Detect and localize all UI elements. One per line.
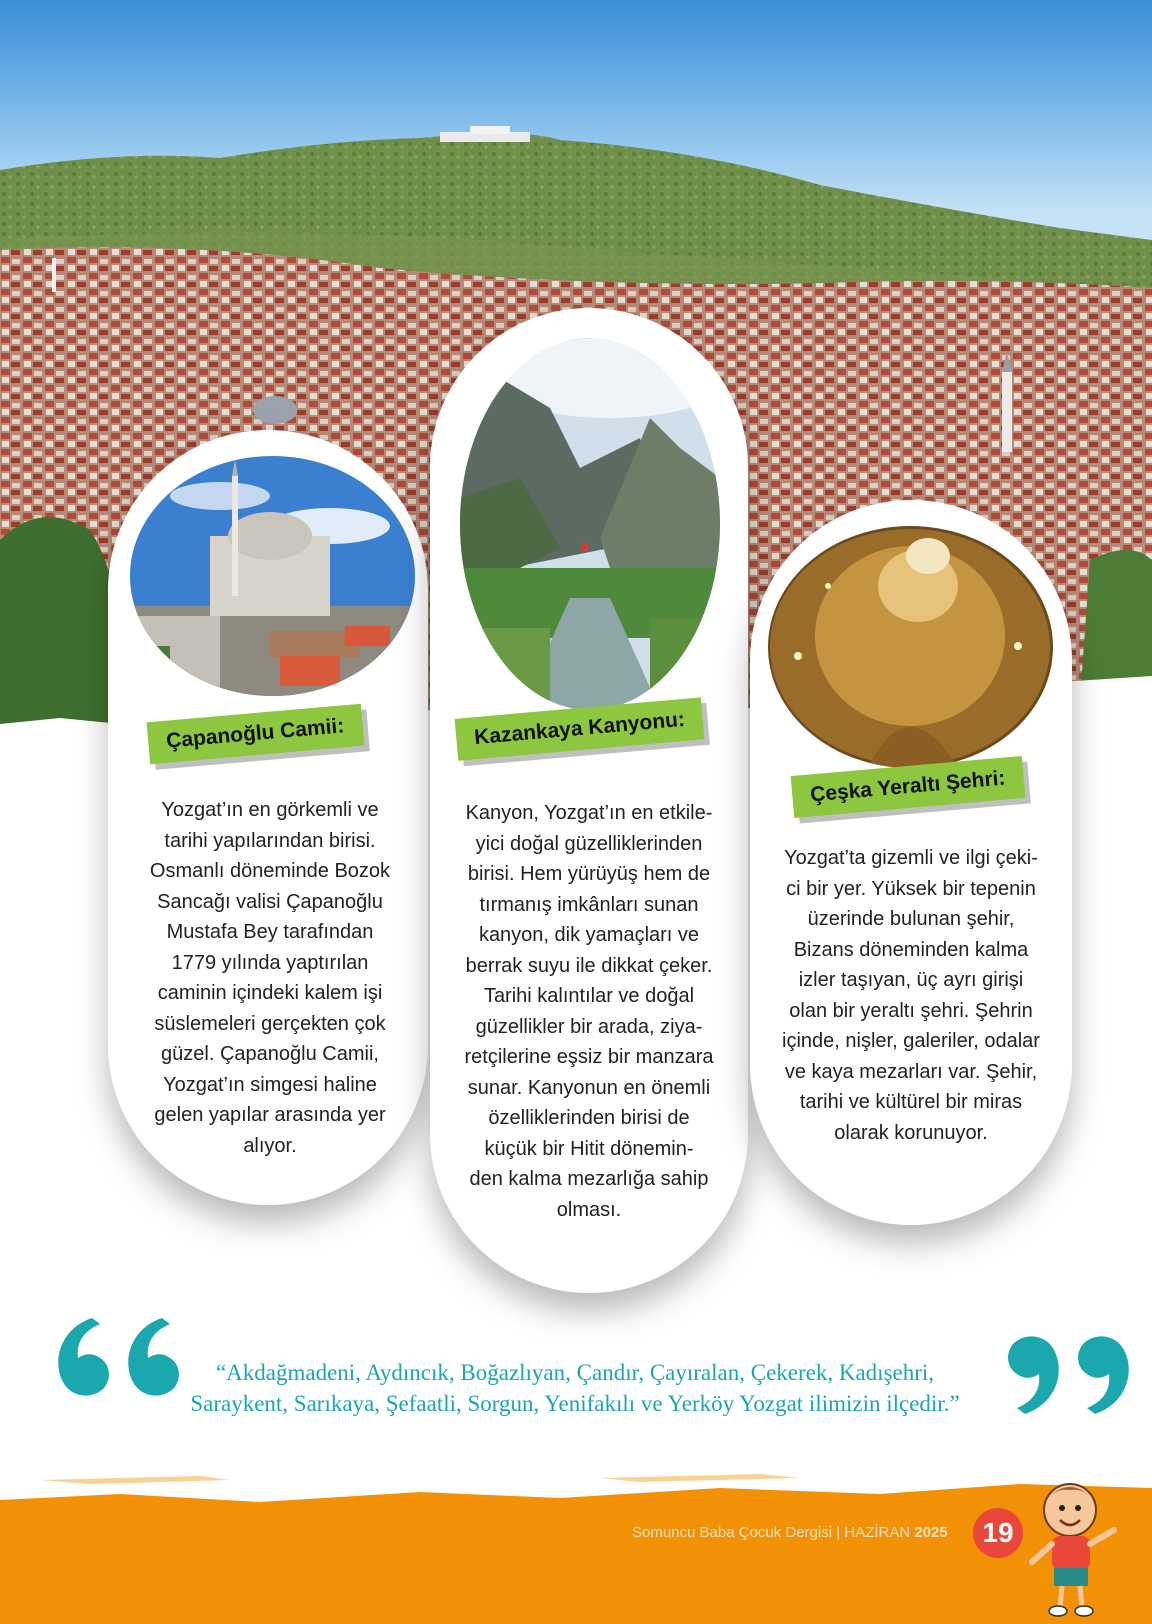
card-photo-canyon — [460, 338, 720, 710]
card-text-line: Yozgat’ın en görkemli ve — [161, 799, 379, 821]
card-capanoglu — [108, 430, 428, 1205]
card-text-line: Tarihi kalıntılar ve doğal — [483, 985, 695, 1007]
card-text-line: Osmanlı döneminde Bozok — [149, 860, 391, 882]
footer-separator: | — [836, 1524, 841, 1541]
card-text-line: güzel. Çapanoğlu Camii, — [161, 1043, 379, 1065]
card-text-line: güzellikler bir arada, ziya- — [475, 1015, 703, 1038]
card-text-line: alıyor. — [243, 1134, 297, 1157]
card-title: Kazankaya Kanyonu: — [455, 697, 705, 760]
card-text-line: kanyon, dik yamaçları ve — [478, 924, 700, 946]
card-text-line: özelliklerinden birisi de — [488, 1107, 690, 1129]
card-photo-underground-city — [768, 526, 1053, 768]
card-text-line: tarihi yapılarından birisi. — [164, 829, 376, 852]
close-quote-icon — [995, 1318, 1135, 1428]
card-text-line: Yozgat’ta gizemli ve ilgi çeki- — [784, 847, 1038, 869]
card-text-line: sunar. Kanyonun en önemli — [467, 1076, 711, 1099]
card-title: Çapanoğlu Camii: — [147, 704, 364, 765]
card-text — [764, 843, 1058, 1148]
card-text-line: yici doğal güzelliklerinden — [475, 832, 703, 855]
card-text — [124, 795, 416, 1161]
district-quote: “Akdağmadeni, Aydıncık, Boğazlıyan, Çandır, Çayıralan, Çekerek, Kadışehri, Saraykent, Sarıkaya, Şefaatli, Sorgun, Yenifakılı ve Yerköy Yozgat ilimizin ilçedir.” — [190, 1360, 960, 1416]
card-text-line: Mustafa Bey tarafından — [166, 921, 374, 943]
card-text-line: birisi. Hem yürüyüş hem de — [467, 863, 711, 885]
open-quote-icon — [52, 1318, 192, 1428]
card-text-line: üzerinde bulunan şehir, — [807, 908, 1015, 930]
card-text — [440, 798, 738, 1225]
card-title: Çeşka Yeraltı Şehri: — [791, 756, 1026, 818]
card-text-line: caminin içindeki kalem işi — [157, 982, 383, 1004]
card-ceska — [750, 500, 1072, 1225]
card-text-line: gelen yapılar arasında yer — [154, 1104, 386, 1126]
card-text-line: 1779 yılında yaptırılan — [171, 951, 369, 974]
card-photo-mosque — [130, 456, 415, 696]
footer-month: HAZİRAN — [844, 1524, 911, 1541]
card-text-line: Bizans döneminden kalma — [793, 938, 1029, 961]
card-text-line: tırmanış imkânları sunan — [479, 893, 699, 916]
footer-magazine-info — [632, 1524, 948, 1541]
card-text-line: küçük bir Hitit dönemin- — [484, 1137, 694, 1160]
card-text-line: ve kaya mezarları var. Şehir, — [784, 1060, 1038, 1083]
card-text-line: Sancağı valisi Çapanoğlu — [157, 890, 383, 913]
card-text-line: Yozgat’ın simgesi haline — [163, 1073, 377, 1096]
footer-magazine-name: Somuncu Baba Çocuk Dergisi — [632, 1524, 833, 1541]
card-text-line: Kanyon, Yozgat’ın en etkile- — [465, 802, 713, 824]
card-text-line: izler taşıyan, üç ayrı girişi — [798, 969, 1024, 991]
boy-mascot-icon — [1022, 1470, 1132, 1620]
card-text-line: berrak suyu ile dikkat çeker. — [465, 954, 713, 977]
card-kazankaya — [430, 308, 748, 1293]
card-text-line: süslemeleri gerçekten çok — [154, 1012, 386, 1035]
card-text-line: tarihi ve kültürel bir miras — [799, 1091, 1023, 1113]
card-text-line: içinde, nişler, galeriler, odalar — [782, 1030, 1040, 1052]
card-text-line: olan bir yeraltı şehri. Şehrin — [789, 999, 1033, 1022]
footer-year: 2025 — [914, 1524, 948, 1541]
page-number-badge: 19 — [973, 1508, 1023, 1558]
card-text-line: retçilerine eşsiz bir manzara — [464, 1046, 714, 1068]
card-text-line: ci bir yer. Yüksek bir tepenin — [786, 877, 1036, 900]
card-text-line: olması. — [556, 1198, 622, 1221]
card-text-line: olarak korunuyor. — [834, 1121, 988, 1144]
card-text-line: den kalma mezarlığa sahip — [469, 1168, 709, 1190]
